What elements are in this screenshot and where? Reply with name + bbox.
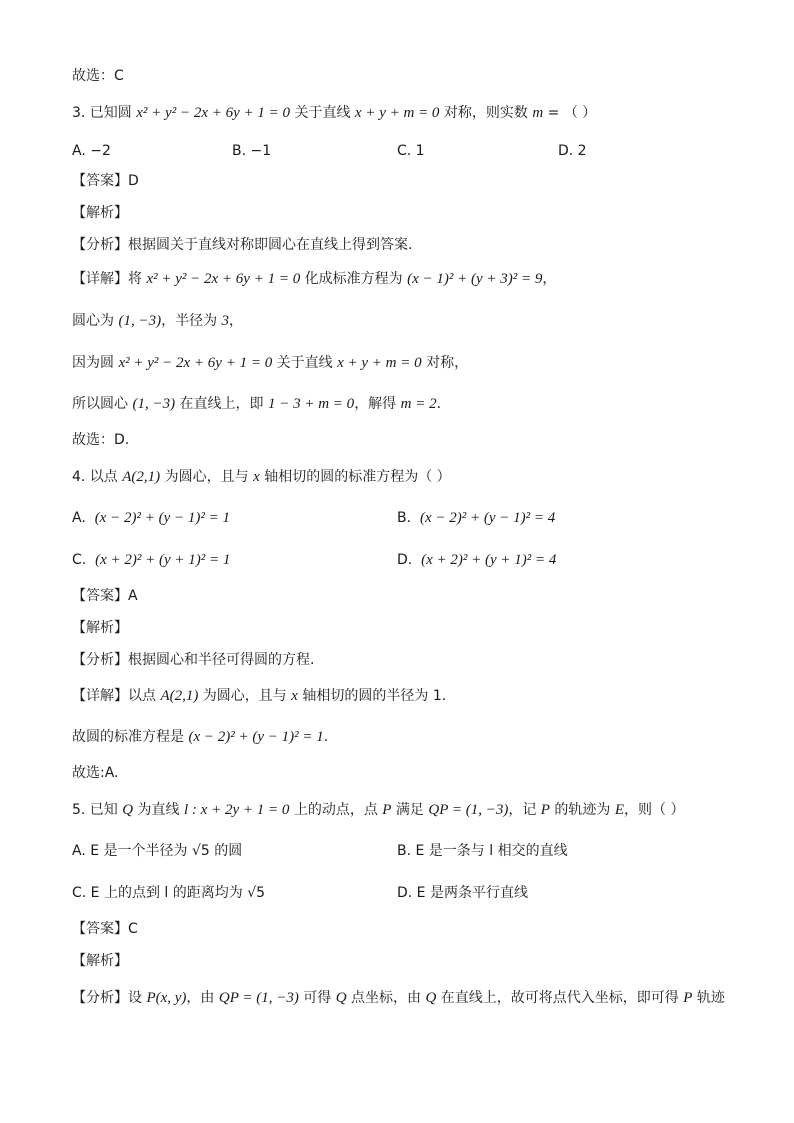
q3-analysis: 【解析】 <box>72 205 128 221</box>
q4-stem: 4. 以点 A(2,1) 为圆心，且与 x 轴相切的圆的标准方程为（ ） <box>72 469 451 485</box>
q5-option-b: B. E 是一条与 l 相交的直线 <box>397 843 568 859</box>
q3-option-d: D. 2 <box>558 143 587 159</box>
q4-analysis: 【解析】 <box>72 620 128 636</box>
q5-fenxi: 【分析】设 P(x, y)，由 QP = (1, −3) 可得 Q 点坐标，由 Q 在直线上，故可将点代入坐标，即可得 P 轨迹 <box>72 990 725 1006</box>
q3-fenxi: 【分析】根据圆关于直线对称即圆心在直线上得到答案. <box>72 237 413 253</box>
q5-answer: 【答案】C <box>72 921 138 937</box>
q3-stem: 3. 已知圆 x² + y² − 2x + 6y + 1 = 0 关于直线 x + y + m = 0 对称，则实数 m = （ ） <box>72 105 597 121</box>
q3-option-b: B. −1 <box>232 143 272 159</box>
q3-choose: 故选：D. <box>72 432 130 448</box>
q4-option-d: D. (x + 2)² + (y + 1)² = 4 <box>397 552 557 568</box>
q3-xiangjie: 【详解】将 x² + y² − 2x + 6y + 1 = 0 化成标准方程为 (x − 1)² + (y + 3)² = 9， <box>72 271 557 287</box>
q4-option-c: C. (x + 2)² + (y + 1)² = 1 <box>72 552 231 568</box>
q5-option-a: A. E 是一个半径为 √5 的圆 <box>72 843 243 859</box>
q4-answer: 【答案】A <box>72 588 138 604</box>
prev-choose: 故选：C <box>72 68 124 84</box>
q4-xiangjie: 【详解】以点 A(2,1) 为圆心，且与 x 轴相切的圆的半径为 1. <box>72 688 447 704</box>
q5-analysis: 【解析】 <box>72 953 128 969</box>
q3-option-c: C. 1 <box>397 143 425 159</box>
q3-so: 所以圆心 (1, −3) 在直线上，即 1 − 3 + m = 0，解得 m = 2. <box>72 396 442 412</box>
q4-choose: 故选:A. <box>72 765 119 781</box>
q5-option-d: D. E 是两条平行直线 <box>397 885 528 901</box>
q5-option-c: C. E 上的点到 l 的距离均为 √5 <box>72 885 266 901</box>
q3-option-a: A. −2 <box>72 143 111 159</box>
q5-stem: 5. 已知 Q 为直线 l : x + 2y + 1 = 0 上的动点，点 P 满足 QP = (1, −3)，记 P 的轨迹为 E，则（ ） <box>72 802 685 818</box>
q3-center: 圆心为 (1, −3)，半径为 3， <box>72 313 244 329</box>
q4-option-b: B. (x − 2)² + (y − 1)² = 4 <box>397 510 556 526</box>
q3-answer: 【答案】D <box>72 173 139 189</box>
q4-equation: 故圆的标准方程是 (x − 2)² + (y − 1)² = 1. <box>72 729 329 745</box>
q4-fenxi: 【分析】根据圆心和半径可得圆的方程. <box>72 652 315 668</box>
q3-because: 因为圆 x² + y² − 2x + 6y + 1 = 0 关于直线 x + y + m = 0 对称， <box>72 355 469 371</box>
q4-option-a: A. (x − 2)² + (y − 1)² = 1 <box>72 510 230 526</box>
